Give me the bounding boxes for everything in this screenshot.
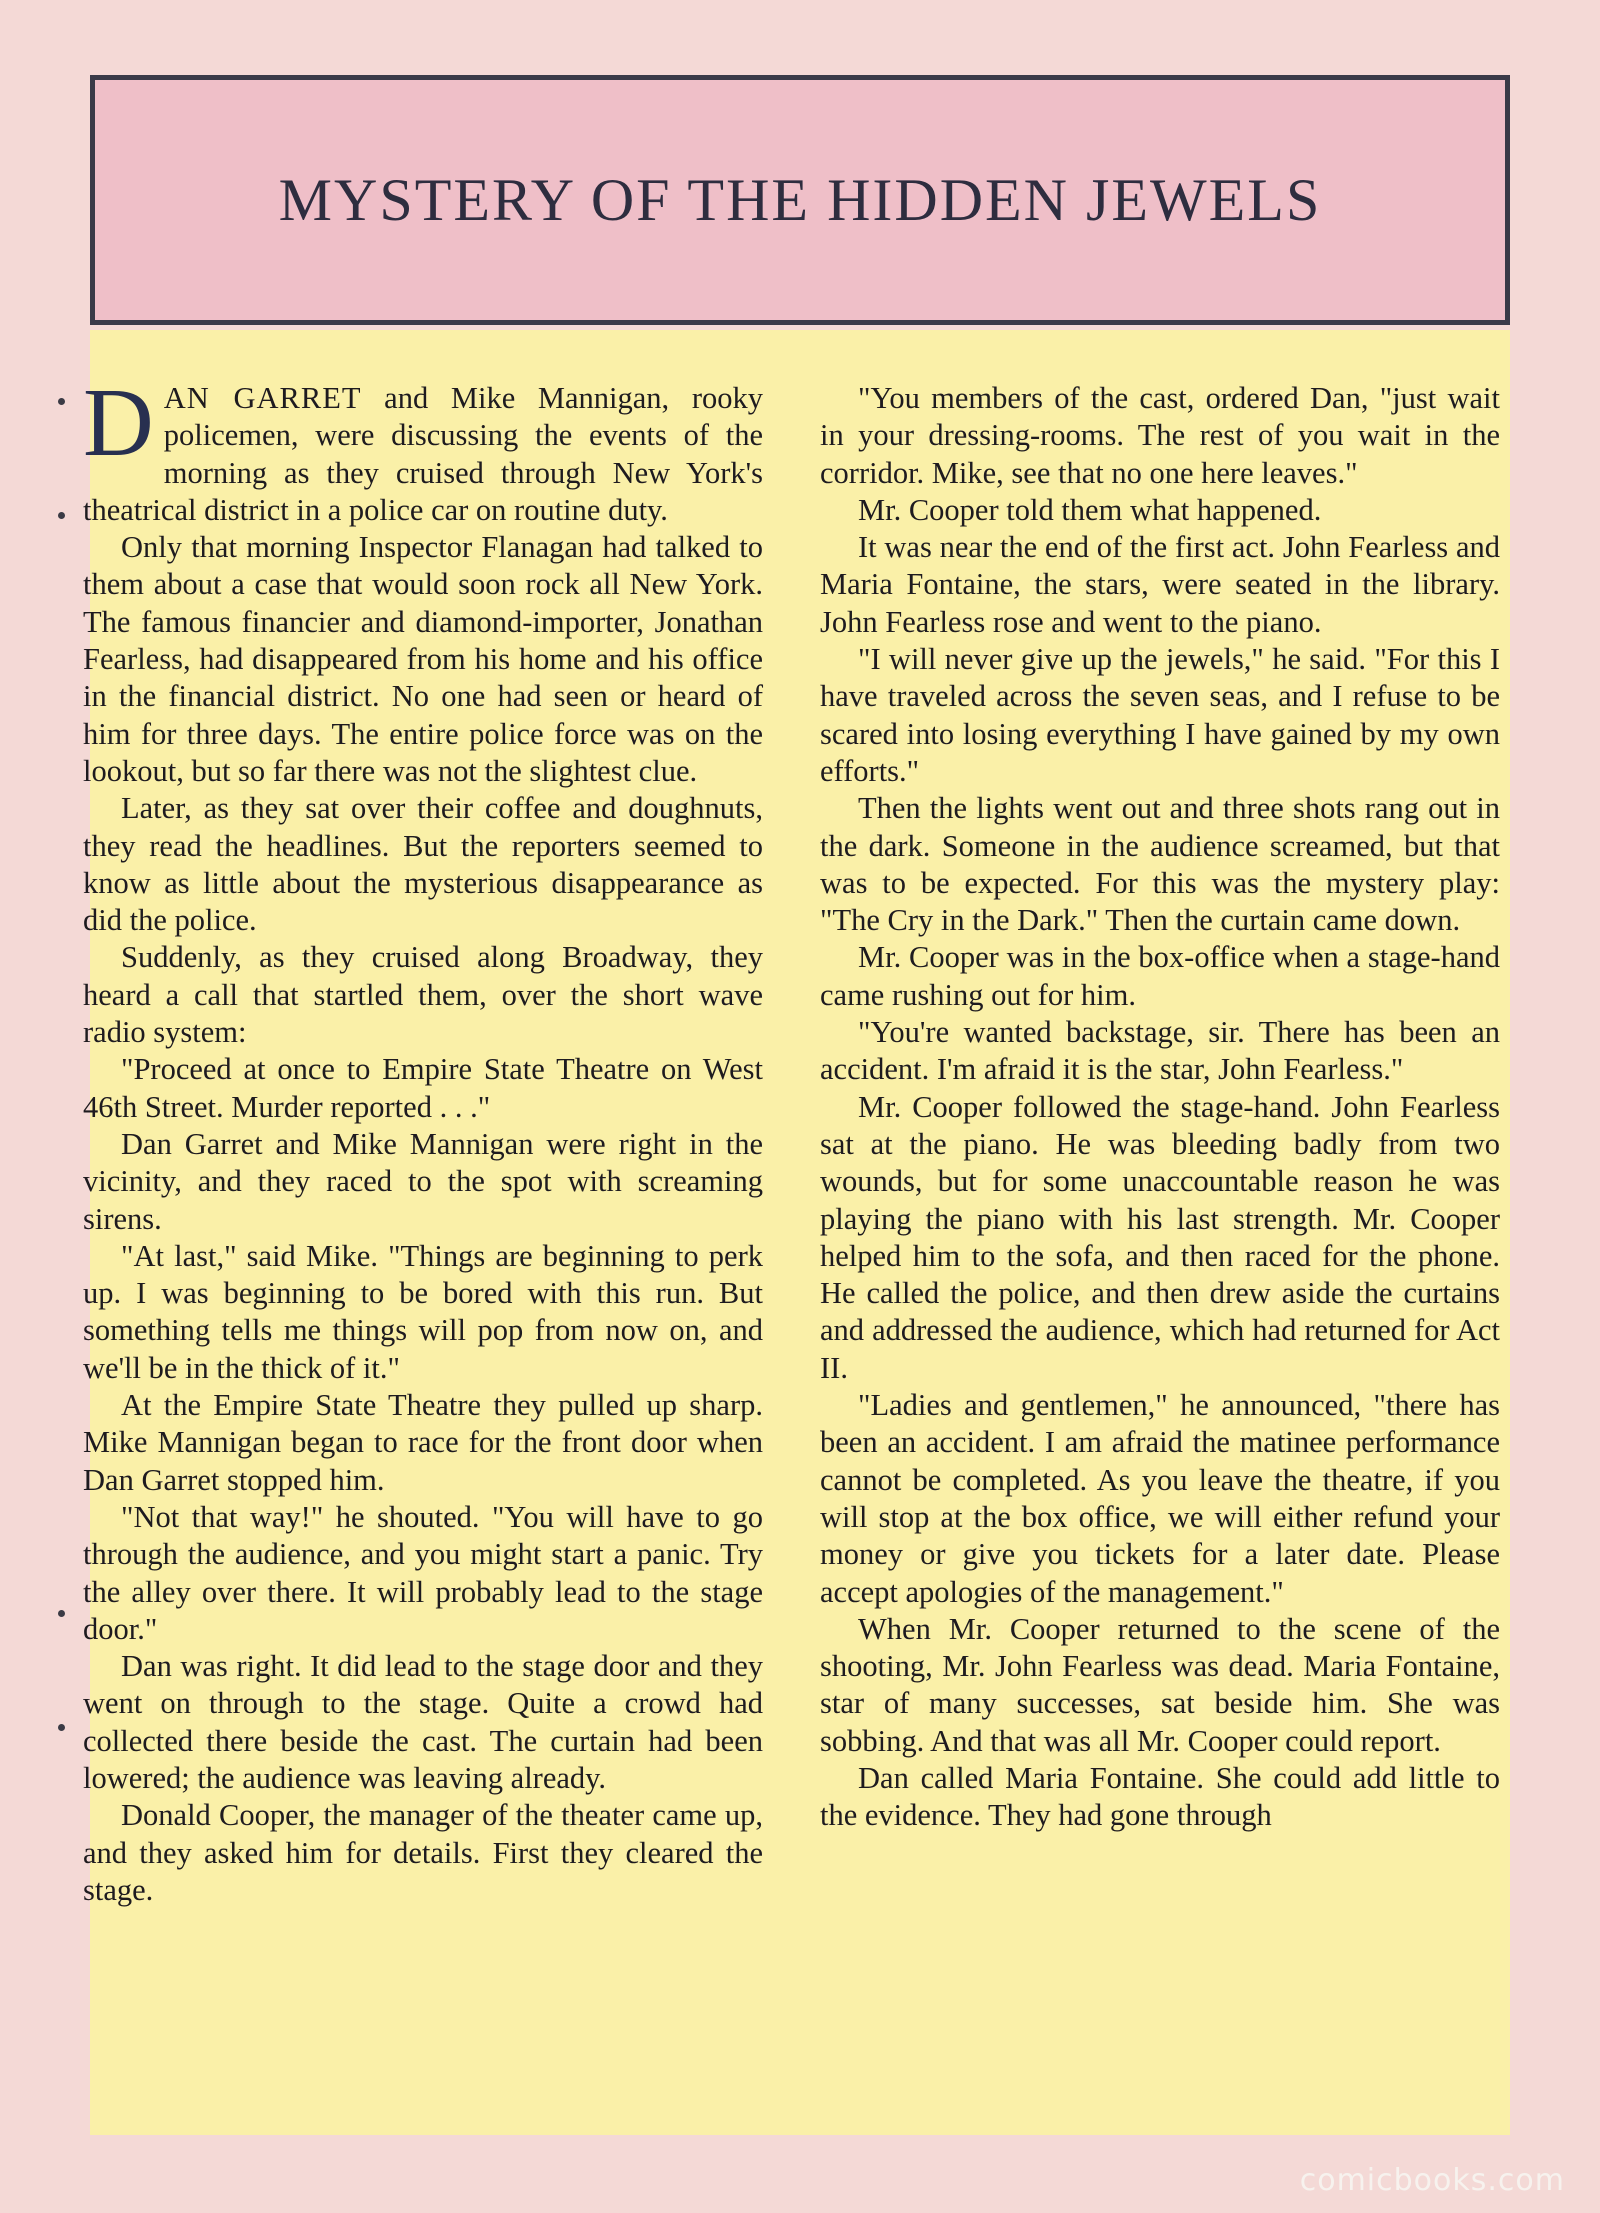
watermark: comicbooks.com (1299, 2163, 1565, 2198)
paragraph: "I will never give up the jewels," he said. "For this I have traveled across the seven seas, and I refuse to be scared into losing everything I have gained by my own efforts." (820, 642, 1500, 788)
paragraph: Mr. Cooper followed the stage-hand. John Fearless sat at the piano. He was bleeding badly from two wounds, but for some unaccountable reason he was playing the piano with his last strength. Mr. Cooper helped him to the sofa, and then raced for the phone. He called the police, and then drew aside the curtains and addressed the audience, which had returned for Act II. (820, 1089, 1500, 1385)
left-column (83, 369, 763, 1909)
opening-paragraph (83, 369, 763, 529)
paragraph: Mr. Cooper was in the box-office when a stage-hand came rushing out for him. (820, 940, 1500, 1012)
margin-speck (58, 1610, 65, 1617)
margin-speck (58, 512, 65, 519)
paragraph: Mr. Cooper told them what happened. (858, 492, 1322, 527)
right-column (820, 380, 1500, 1835)
paragraph: Later, as they sat over their coffee and doughnuts, they read the headlines. But the reporters seemed to know as little about the mysterious disappearance as did the police. (83, 791, 763, 938)
paragraph: "You members of the cast, ordered Dan, "just wait in your dressing-rooms. The rest of you wait in the corridor. Mike, see that no one here leaves." (820, 381, 1500, 490)
paragraph: When Mr. Cooper returned to the scene of the shooting, Mr. John Fearless was dead. Maria Fontaine, star of many successes, sat beside him. She was sobbing. And that was all Mr. Cooper could report. (820, 1611, 1500, 1758)
drop-cap: D (83, 369, 154, 477)
paragraph: "Ladies and gentlemen," he announced, "there has been an accident. I am afraid the matinee performance cannot be completed. As you leave the theatre, if you will stop at the box office, we will either refund your money or give you tickets for a later date. Please accept apologies of the management." (820, 1388, 1500, 1609)
margin-speck (58, 398, 65, 405)
paragraph: Dan was right. It did lead to the stage door and they went on through to the stage. Quite a crowd had collected there beside the cast. The curtain had been lowered; the audience was leaving already. (83, 1649, 763, 1795)
margin-speck (58, 1724, 65, 1731)
paragraph: Then the lights went out and three shots rang out in the dark. Someone in the audience screamed, but that was to be expected. For this was the mystery play: "The Cry in the Dark." Then the curtain came down. (820, 791, 1500, 938)
paragraph: "Proceed at once to Empire State Theatre on West 46th Street. Murder reported . . ." (83, 1052, 763, 1124)
paragraph: Dan called Maria Fontaine. She could add little to the evidence. They had gone through (820, 1760, 1500, 1833)
paragraph: It was near the end of the first act. John Fearless and Maria Fontaine, the stars, were seated in the library. John Fearless rose and went to the piano. (820, 530, 1500, 639)
paragraph: Suddenly, as they cruised along Broadway, they heard a call that startled them, over the short wave radio system: (83, 940, 763, 1050)
paragraph: At the Empire State Theatre they pulled up sharp. Mike Mannigan began to race for the front door when Dan Garret stopped him. (83, 1388, 763, 1497)
paragraph: "At last," said Mike. "Things are beginning to perk up. I was beginning to be bored with this run. But something tells me things will pop from now on, and we'll be in the thick of it." (83, 1238, 763, 1385)
story-title: MYSTERY OF THE HIDDEN JEWELS (278, 166, 1322, 233)
lead-in: AN GARRET (163, 381, 362, 415)
paragraph-text: and Mike Mannigan, rooky policemen, were discussing the events of the morning as they cruised through New York's theatrical district in a police car on routine duty. (83, 381, 763, 527)
paragraph: "Not that way!" he shouted. "You will have to go through the audience, and you might start a panic. Try the alley over there. It will probably lead to the stage door." (83, 1499, 763, 1646)
paragraph: Donald Cooper, the manager of the theater came up, and they asked him for details. First they cleared the stage. (83, 1798, 763, 1907)
title-banner (90, 75, 1510, 325)
paragraph: "You're wanted backstage, sir. There has been an accident. I'm afraid it is the star, John Fearless." (820, 1015, 1500, 1087)
paragraph: Only that morning Inspector Flanagan had talked to them about a case that would soon rock all New York. The famous financier and diamond-importer, Jonathan Fearless, had disappeared from his home and his office in the financial district. No one had seen or heard of him for three days. The entire police force was on the lookout, but so far there was not the slightest clue. (83, 530, 763, 788)
paragraph: Dan Garret and Mike Mannigan were right in the vicinity, and they raced to the spot with screaming sirens. (83, 1126, 763, 1236)
